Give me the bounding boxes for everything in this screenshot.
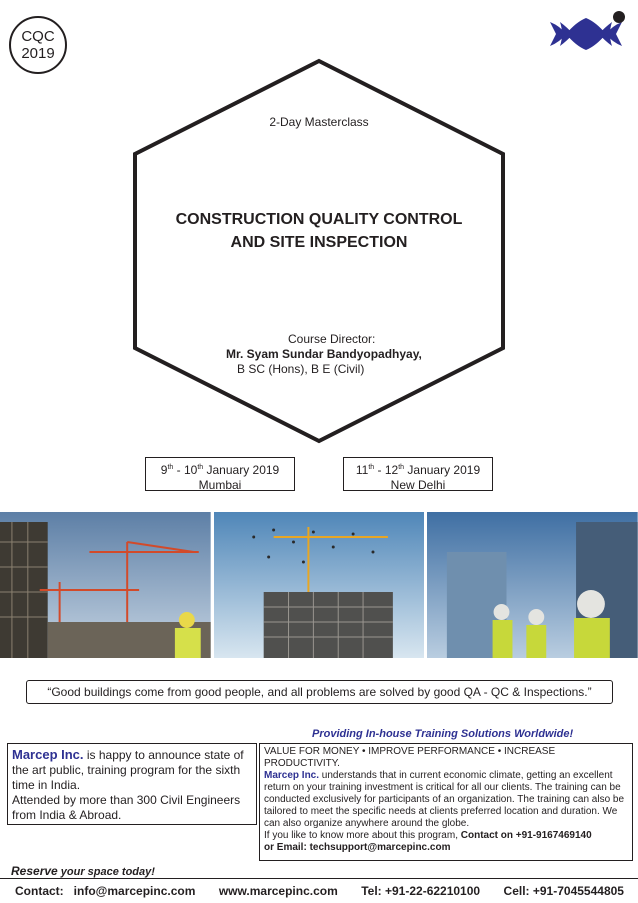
site-engineers-photo bbox=[427, 512, 638, 658]
session-new-delhi bbox=[343, 457, 493, 491]
badge-line1: CQC bbox=[21, 28, 55, 45]
value-box bbox=[259, 743, 633, 861]
attendance-text: Attended by more than 300 Civil Engineers from India & Abroad. bbox=[12, 793, 241, 822]
footer-website[interactable]: www.marcepinc.com bbox=[218, 884, 338, 898]
session-dates: 9th - 10th January 2019 bbox=[160, 463, 280, 477]
contact-email: or Email: techsupport@marcepinc.com bbox=[264, 842, 451, 853]
photo-band bbox=[0, 512, 638, 658]
session-dates: 11th - 12th January 2019 bbox=[355, 463, 481, 477]
brand-name: Marcep Inc. bbox=[12, 747, 84, 762]
director-label: Course Director: bbox=[288, 332, 376, 346]
quote-box: “Good buildings come from good people, and all problems are solved by good QA - QC & Inspections.” bbox=[26, 680, 613, 704]
footer-tel[interactable]: Tel: +91-22-62210100 bbox=[361, 884, 481, 898]
contact-phone: Contact on +91-9167469140 bbox=[460, 830, 592, 841]
masterclass-subtitle: 2-Day Masterclass bbox=[269, 115, 369, 129]
session-mumbai bbox=[145, 457, 295, 491]
course-title bbox=[0, 208, 638, 254]
footer-contact-bar bbox=[0, 880, 638, 902]
footer-cell[interactable]: Cell: +91-7045544805 bbox=[503, 884, 624, 898]
marcep-logo-icon bbox=[546, 8, 626, 60]
director-name: Mr. Syam Sundar Bandyopadhyay, bbox=[226, 347, 422, 361]
reserve-prompt: Reserve your space today! bbox=[11, 864, 155, 878]
value-text: understands that in current economic climate, getting an excellent return on your training investment is critical for all our clients. The training can be conducted exclusively for participants of an organization. The training can also be tailored to meet the specific needs at clients preferred location and duration. We can also organize anywhere around the globe. bbox=[264, 770, 625, 829]
announcement-text: is happy to announce state of the art public, training program for the sixth time in India. bbox=[12, 748, 244, 792]
brand-name: Marcep Inc. bbox=[264, 770, 320, 781]
construction-crane-photo bbox=[0, 512, 211, 658]
value-body bbox=[264, 770, 628, 830]
tagline: Providing In-house Training Solutions Worldwide! bbox=[312, 728, 574, 740]
cqc-badge bbox=[9, 16, 67, 74]
session-city: Mumbai bbox=[198, 478, 242, 492]
footer-divider bbox=[0, 878, 638, 879]
session-city: New Delhi bbox=[390, 478, 446, 492]
contact-prompt: If you like to know more about this program, Contact on +91-9167469140 bbox=[264, 830, 592, 841]
badge-line2: 2019 bbox=[21, 45, 55, 62]
value-headline: VALUE FOR MONEY • IMPROVE PERFORMANCE • INCREASE PRODUCTIVITY. bbox=[264, 746, 556, 769]
course-title-line1: CONSTRUCTION QUALITY CONTROL bbox=[175, 211, 463, 228]
announcement-box bbox=[7, 743, 257, 825]
course-title-line2: AND SITE INSPECTION bbox=[230, 234, 408, 251]
director-qualifications: B SC (Hons), B E (Civil) bbox=[237, 362, 365, 376]
building-under-construction-photo bbox=[214, 512, 425, 658]
footer-email[interactable]: Contact: info@marcepinc.com bbox=[15, 884, 196, 898]
